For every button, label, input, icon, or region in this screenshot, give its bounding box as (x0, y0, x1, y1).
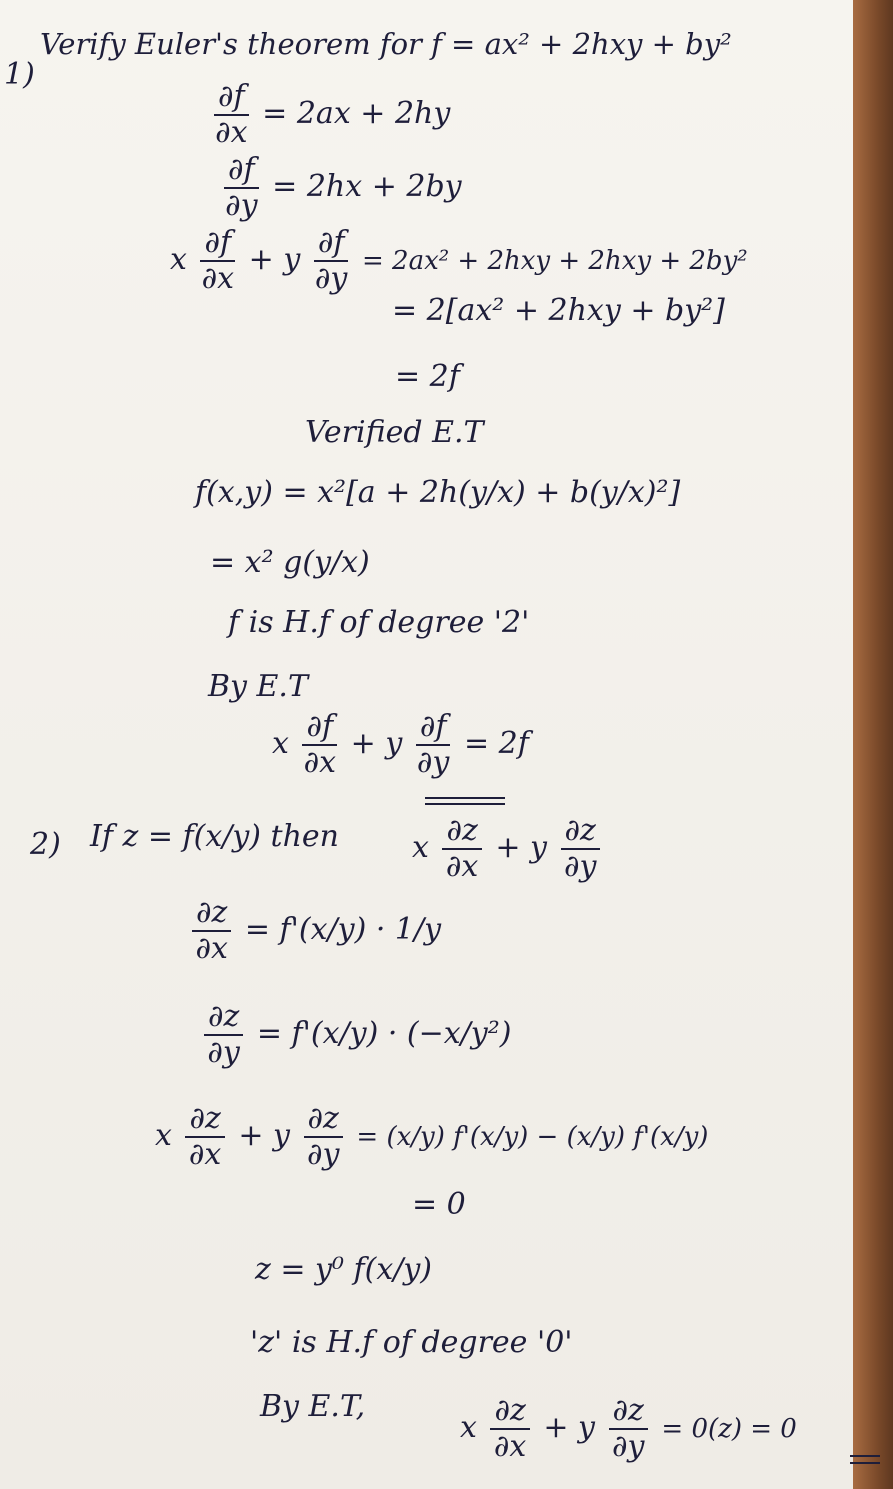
final-df-dx-fraction: $\frac{\partial f}{\partial x}$ (303, 709, 336, 780)
homog-degree-line: f is H.f of degree '2' (228, 605, 530, 640)
df-dy-fraction: $\frac{\partial f}{\partial y}$ (225, 152, 258, 223)
homog-line-1: f(x,y) = x²[a + 2h(y/x) + b(y/x)²] (195, 475, 681, 510)
p2-dz-dx-fraction: $\frac{\partial z}{\partial x}$ (442, 816, 481, 882)
p2-sum-rhs: = (x/y) f'(x/y) − (x/y) f'(x/y) (356, 1122, 709, 1152)
p2-degree-line: 'z' is H.f of degree '0' (250, 1325, 573, 1360)
problem-2-target-expr: x $\frac{\partial z}{\partial x}$ + y $\frac{\partial z}{\partial y}$ (412, 816, 604, 882)
sum-rhs-3: = 2f (395, 359, 460, 394)
problem-2-statement: If z = f(x/y) then (90, 819, 339, 854)
dz-dx-rhs: = f'(x/y) · 1/y (244, 912, 442, 947)
final-euler-eq-1: x $\frac{\partial f}{\partial x}$ + y $\frac{\partial f}{\partial y}$ = 2f (272, 709, 529, 780)
df-dy-line (220, 152, 462, 223)
df-dx-line (210, 79, 451, 150)
sum-df-dx-fraction: $\frac{\partial f}{\partial x}$ (201, 225, 234, 296)
dz-dy-rhs: = f'(x/y) · (−x/y²) (256, 1016, 512, 1051)
dz-dy-line (200, 999, 512, 1070)
homog-line-2: = x² g(y/x) (210, 545, 370, 580)
final2-dz-dy: $\frac{\partial z}{\partial y}$ (609, 1396, 648, 1462)
problem-2-number: 2) (30, 827, 61, 862)
sum-rhs-2: = 2[ax² + 2hxy + by²] (392, 293, 725, 328)
p2-dz-dy-fraction: $\frac{\partial z}{\partial y}$ (561, 816, 600, 882)
final-df-dy-fraction: $\frac{\partial f}{\partial y}$ (416, 709, 450, 780)
p2-sum-dz-dy: $\frac{\partial z}{\partial y}$ (304, 1104, 343, 1170)
euler-sum-line: x $\frac{\partial f}{\partial x}$ + y $\frac{\partial f}{\partial y}$ = 2ax² + 2hxy + 2hxy + 2by² (170, 225, 748, 296)
sum-df-dy-fraction: $\frac{\partial f}{\partial y}$ (314, 225, 348, 296)
sum-rhs-1: = 2ax² + 2hxy + 2hxy + 2by² (361, 246, 748, 276)
by-et-label-1: By E.T (208, 669, 308, 704)
double-underline-2b (850, 1462, 880, 1464)
by-et-label-2: By E.T, (260, 1389, 366, 1424)
wooden-table-edge (853, 0, 893, 1489)
p2-sum-dz-dx: $\frac{\partial z}{\partial x}$ (185, 1104, 224, 1170)
problem-1-statement: Verify Euler's theorem for f = ax² + 2hxy + by² (40, 27, 732, 61)
double-underline-2a (850, 1455, 880, 1457)
df-dx-fraction: $\frac{\partial f}{\partial x}$ (215, 79, 248, 150)
p2-sum-zero: = 0 (412, 1187, 466, 1222)
final2-dz-dx: $\frac{\partial z}{\partial x}$ (490, 1396, 529, 1462)
p2-homog: z = y⁰ f(x/y) (255, 1252, 433, 1287)
dz-dx-fraction: $\frac{\partial z}{\partial x}$ (192, 898, 231, 964)
problem-1-number: 1) (4, 57, 35, 92)
df-dx-rhs: = 2ax + 2hy (262, 96, 451, 131)
final-euler-eq-2: x $\frac{\partial z}{\partial x}$ + y $\frac{\partial z}{\partial y}$ = 0(z) = 0 (460, 1393, 797, 1464)
dz-dx-line (188, 895, 442, 966)
verified-text: Verified E.T (305, 415, 484, 450)
df-dy-rhs: = 2hx + 2by (272, 169, 462, 204)
dz-dy-fraction: $\frac{\partial z}{\partial y}$ (204, 1002, 243, 1068)
p2-sum-line: x $\frac{\partial z}{\partial x}$ + y $\frac{\partial z}{\partial y}$ = (x/y) f'(x/y) − (x/y) f'(x/y) (155, 1101, 709, 1172)
double-underline-1a (425, 797, 505, 799)
double-underline-1b (425, 803, 505, 805)
